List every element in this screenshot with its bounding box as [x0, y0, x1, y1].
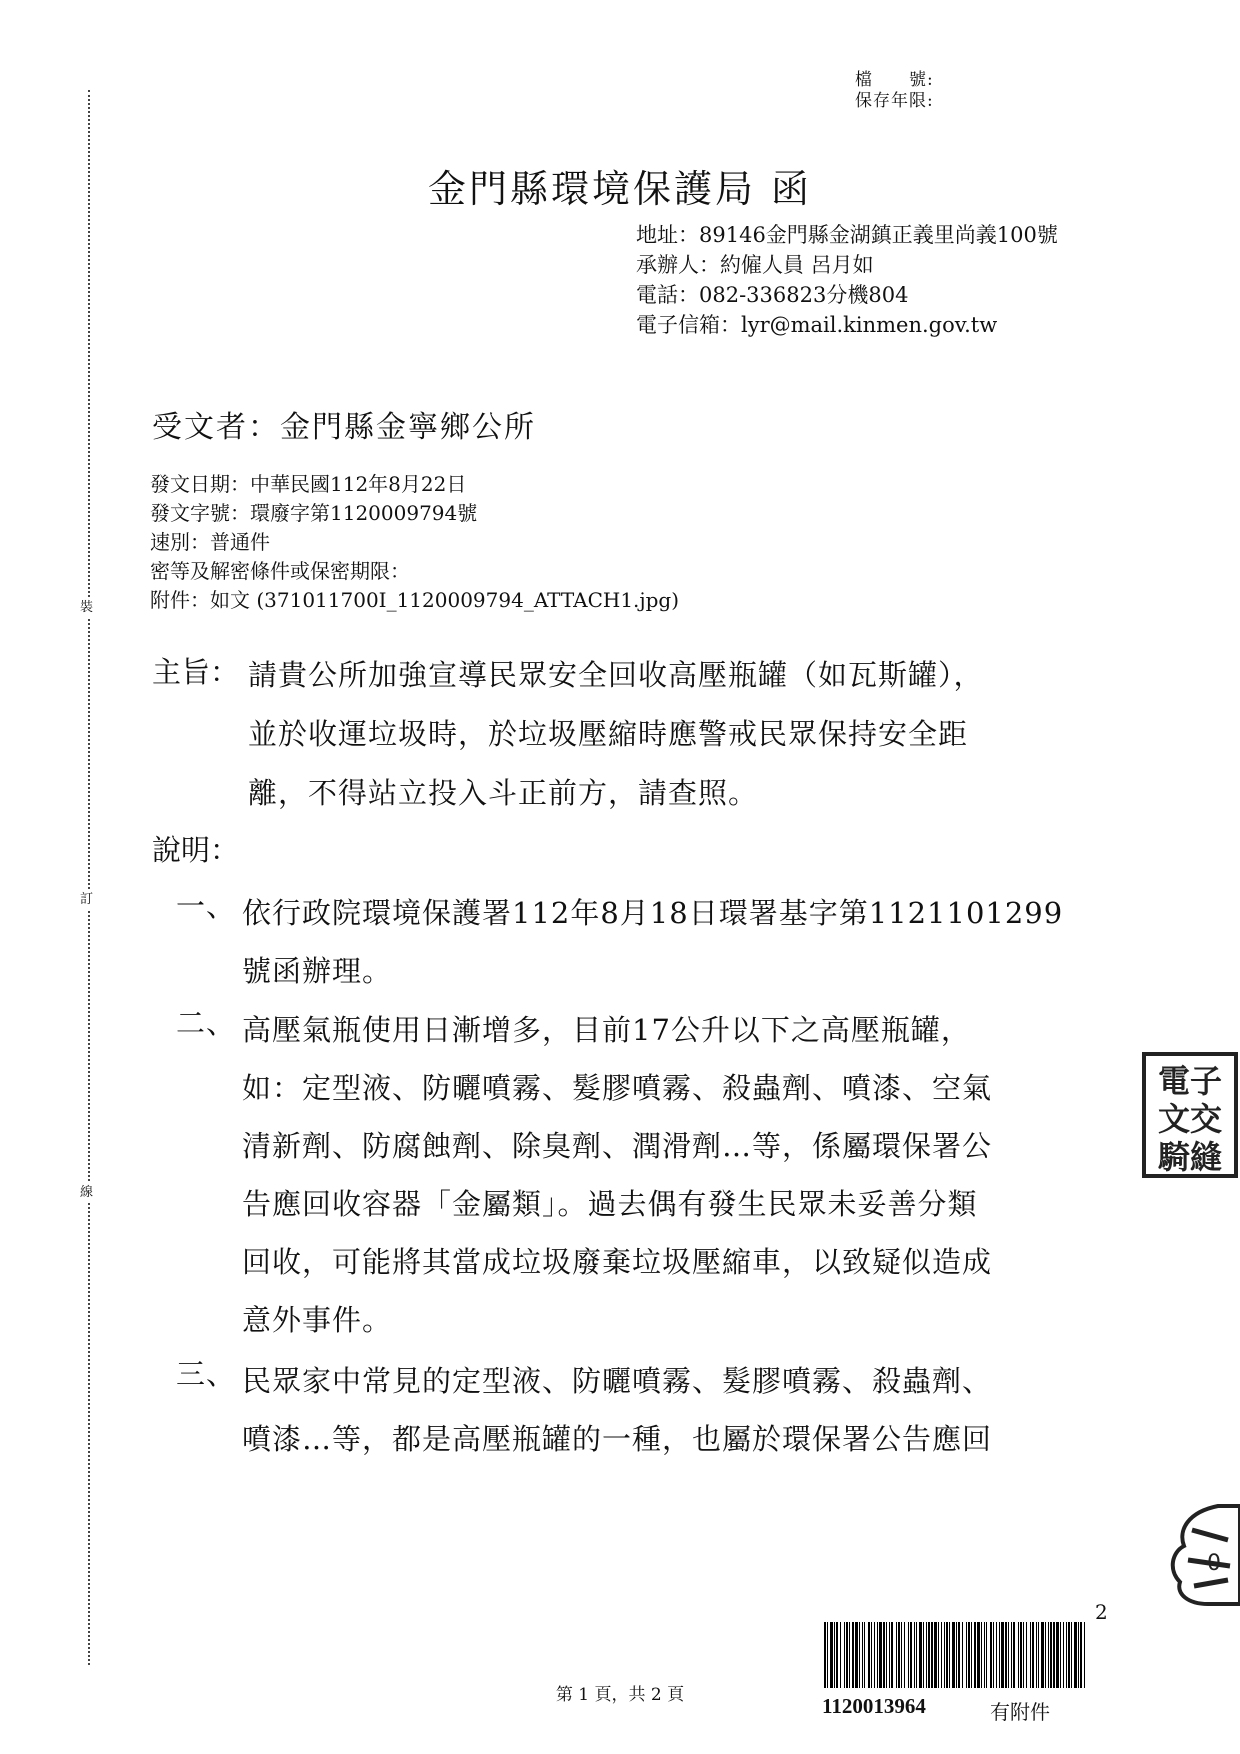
- seal-fragment: [1158, 1500, 1240, 1614]
- barcode-number: 1120013964: [822, 1694, 926, 1718]
- dispatch-number: 發文字號：環廢字第1120009794號: [150, 501, 478, 525]
- barcode-bar: [862, 1622, 863, 1688]
- item-number: 一、: [176, 889, 237, 923]
- barcode-bar: [868, 1622, 870, 1688]
- barcode-bar: [1074, 1622, 1077, 1688]
- barcode-bar: [1084, 1622, 1085, 1688]
- barcode-bar: [931, 1622, 933, 1688]
- barcode-bar: [977, 1622, 980, 1688]
- barcode-bar: [1050, 1622, 1052, 1688]
- item-line: 清新劑、防腐蝕劑、除臭劑、潤滑劑…等，係屬環保署公: [242, 1129, 993, 1163]
- sheet-count: 2: [1095, 1600, 1108, 1624]
- dispatch-date: 發文日期：中華民國112年8月22日: [150, 472, 467, 496]
- retention-label: 保存年限:: [855, 91, 934, 111]
- stamp-line: 文交: [1157, 1100, 1223, 1138]
- barcode-bar: [877, 1622, 878, 1688]
- barcode-bar: [874, 1622, 875, 1688]
- item-number: 二、: [176, 1006, 237, 1040]
- barcode-bar: [1036, 1622, 1037, 1688]
- barcode-bar: [956, 1622, 957, 1688]
- attachment-info: 附件：如文 (371011700I_1120009794_ATTACH1.jpg): [150, 588, 680, 612]
- barcode-bar: [966, 1622, 967, 1688]
- barcode-bar: [901, 1622, 902, 1688]
- barcode-bar: [1078, 1622, 1079, 1688]
- barcode-bar: [1023, 1622, 1024, 1688]
- barcode-bar: [926, 1622, 927, 1688]
- item-line: 意外事件。: [242, 1303, 393, 1337]
- barcode-bar: [827, 1622, 828, 1688]
- file-number-label: 檔 號:: [855, 70, 934, 90]
- barcode-bar: [996, 1622, 997, 1688]
- item-line: 民眾家中常見的定型液、防曬噴霧、髮膠噴霧、殺蟲劑、: [242, 1364, 993, 1398]
- dispatch-speed: 速別：普通件: [150, 530, 270, 554]
- barcode-bar: [889, 1622, 890, 1688]
- file-meta: [855, 70, 934, 112]
- barcode-bar: [1080, 1622, 1082, 1688]
- barcode-bar: [946, 1622, 948, 1688]
- barcode-bar: [852, 1622, 854, 1688]
- barcode-bar: [910, 1622, 912, 1688]
- barcode-bar: [864, 1622, 865, 1688]
- stamp-line: 騎縫: [1157, 1138, 1223, 1176]
- item-number: 三、: [176, 1357, 237, 1391]
- binding-mark-top: 裝: [80, 598, 93, 618]
- barcode-bar: [824, 1622, 826, 1688]
- barcode-bar: [836, 1622, 838, 1688]
- barcode-bar: [1045, 1622, 1046, 1688]
- barcode-bar: [1013, 1622, 1015, 1688]
- binding-mark-middle: 訂: [80, 890, 93, 910]
- contact-email: 電子信箱：lyr@mail.kinmen.gov.tw: [636, 313, 998, 337]
- barcode-bar: [830, 1622, 833, 1688]
- barcode-bar: [993, 1622, 994, 1688]
- barcode-bar: [1041, 1622, 1044, 1688]
- electronic-exchange-stamp: [1140, 1050, 1240, 1184]
- binding-mark-bottom: 線: [80, 1183, 93, 1203]
- barcode-bar: [1068, 1622, 1070, 1688]
- secrecy-level: 密等及解密條件或保密期限：: [150, 559, 410, 583]
- barcode-bar: [1020, 1622, 1022, 1688]
- contact-handler: 承辦人：約僱人員 呂月如: [636, 253, 874, 277]
- barcode-bar: [883, 1622, 885, 1688]
- barcode-bar: [891, 1622, 893, 1688]
- barcode-bar: [904, 1622, 905, 1688]
- barcode-bar: [1008, 1622, 1009, 1688]
- barcode-bar: [934, 1622, 937, 1688]
- barcode-bar: [941, 1622, 942, 1688]
- barcode-bar: [871, 1622, 872, 1688]
- barcode-bar: [886, 1622, 887, 1688]
- item-line: 高壓氣瓶使用日漸增多，目前17公升以下之高壓瓶罐，: [242, 1013, 971, 1047]
- barcode-bar: [1066, 1622, 1067, 1688]
- barcode-bar: [999, 1622, 1000, 1688]
- barcode-bar: [1071, 1622, 1072, 1688]
- barcode-bar: [844, 1622, 845, 1688]
- binding-margin-line: [88, 90, 90, 1665]
- barcode-bar: [855, 1622, 858, 1688]
- barcode-bar: [859, 1622, 860, 1688]
- subject-line: 請貴公所加強宣導民眾安全回收高壓瓶罐（如瓦斯罐），: [248, 658, 984, 692]
- document-title: 金門縣環境保護局 函: [427, 167, 813, 211]
- barcode-bar: [898, 1622, 900, 1688]
- barcode-bar: [1001, 1622, 1004, 1688]
- item-line: 噴漆…等，都是高壓瓶罐的一種，也屬於環保署公告應回: [242, 1422, 993, 1456]
- contact-address: 地址：89146金門縣金湖鎮正義里尚義100號: [636, 223, 1058, 247]
- barcode-bar: [919, 1622, 922, 1688]
- barcode-bar: [928, 1622, 930, 1688]
- page-number: 第 1 頁，共 2 頁: [555, 1685, 685, 1705]
- barcode-bar: [962, 1622, 963, 1688]
- barcode-bar: [981, 1622, 982, 1688]
- barcode-bar: [986, 1622, 987, 1688]
- item-line: 號函辦理。: [242, 954, 393, 988]
- barcode-bar: [846, 1622, 848, 1688]
- barcode-bar: [1056, 1622, 1059, 1688]
- barcode-bar: [971, 1622, 972, 1688]
- dispatch-info: [150, 470, 679, 615]
- barcode-bar: [990, 1622, 992, 1688]
- barcode-bar: [958, 1622, 960, 1688]
- barcode-bar: [944, 1622, 945, 1688]
- seal-digit: 0: [1207, 1551, 1221, 1576]
- barcode-bar: [1026, 1622, 1027, 1688]
- item-line: 告應回收容器「金屬類」。過去偶有發生民眾未妥善分類: [242, 1187, 978, 1221]
- barcode-bar: [1018, 1622, 1019, 1688]
- barcode-bar: [849, 1622, 850, 1688]
- barcode-bar: [840, 1622, 841, 1688]
- barcode-bar: [949, 1622, 950, 1688]
- attachment-flag: 有附件: [990, 1700, 1050, 1724]
- barcode-bar: [834, 1622, 835, 1688]
- item-line: 回收，可能將其當成垃圾廢棄垃圾壓縮車，以致疑似造成: [242, 1245, 993, 1279]
- barcode-bar: [938, 1622, 939, 1688]
- subject-line: 並於收運垃圾時，於垃圾壓縮時應警戒民眾保持安全距: [248, 717, 969, 751]
- barcode-bar: [923, 1622, 924, 1688]
- barcode-bar: [1053, 1622, 1055, 1688]
- recipient: 受文者：金門縣金寧鄉公所: [152, 410, 536, 445]
- explanation-label: 說明：: [152, 833, 240, 867]
- contact-phone: 電話：082-336823分機804: [636, 283, 909, 307]
- barcode-bar: [908, 1622, 909, 1688]
- barcode-bar: [1011, 1622, 1012, 1688]
- barcode-bar: [1005, 1622, 1007, 1688]
- barcode-bar: [914, 1622, 915, 1688]
- barcode-bar: [896, 1622, 897, 1688]
- barcode-bar: [1048, 1622, 1049, 1688]
- barcode-bar: [974, 1622, 976, 1688]
- barcode-bar: [1032, 1622, 1034, 1688]
- barcode-bar: [916, 1622, 917, 1688]
- barcode-bar: [968, 1622, 970, 1688]
- stamp-line: 電子: [1157, 1062, 1223, 1100]
- barcode-bar: [1030, 1622, 1031, 1688]
- barcode-bar: [984, 1622, 985, 1688]
- item-line: 依行政院環境保護署112年8月18日環署基字第1121101299: [242, 896, 1064, 930]
- barcode-bar: [1063, 1622, 1064, 1688]
- barcode-bar: [879, 1622, 882, 1688]
- subject-line: 離，不得站立投入斗正前方，請查照。: [248, 776, 759, 810]
- item-line: 如：定型液、防曬噴霧、髮膠噴霧、殺蟲劑、噴漆、空氣: [242, 1071, 993, 1105]
- subject-body: [248, 646, 1108, 823]
- barcode-bar: [1038, 1622, 1039, 1688]
- barcode-bar: [952, 1622, 955, 1688]
- barcode-bar: [1060, 1622, 1061, 1688]
- subject-label: 主旨：: [152, 655, 240, 689]
- contact-block: [636, 220, 1086, 340]
